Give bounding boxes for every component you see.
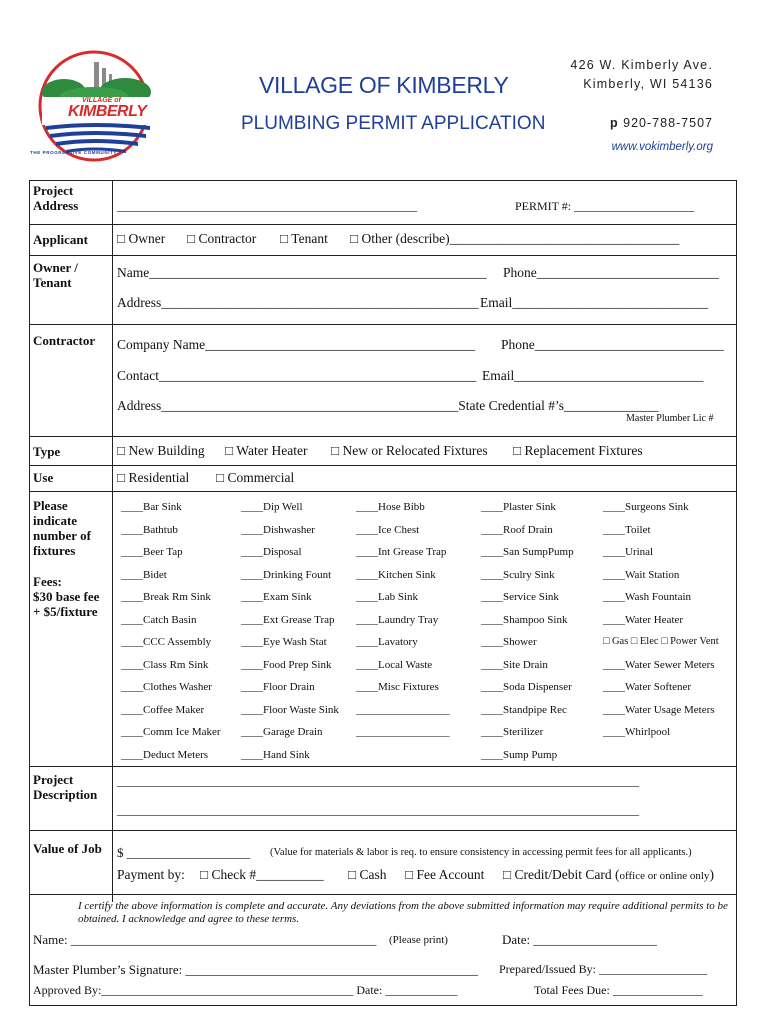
fixture-count-field[interactable]: ____Coffee Maker — [121, 703, 205, 716]
fixture-count-field[interactable]: ____Standpipe Rec — [481, 703, 567, 716]
contractor-phone-field[interactable]: Phone____________________________ — [501, 337, 724, 352]
fixture-count-field[interactable]: ____Site Drain — [481, 658, 548, 671]
fixture-count-field[interactable]: ____Beer Tap — [121, 546, 183, 558]
total-fees-field[interactable]: Total Fees Due: _______________ — [534, 983, 703, 997]
fixture-count-field[interactable]: ____Wash Fountain — [603, 591, 692, 603]
fixture-count-field[interactable]: ____Clothes Washer — [121, 681, 212, 693]
fixture-count-field[interactable]: ____San SumpPump — [481, 546, 574, 558]
approved-by-field[interactable]: Approved By:__________________________________________ Date: ____________ — [33, 983, 458, 997]
fixture-count-field[interactable]: ____Exam Sink — [241, 591, 312, 603]
prepared-issued-field[interactable]: Prepared/Issued By: __________________ — [499, 962, 707, 976]
fixture-count-field[interactable]: ____Service Sink — [481, 591, 559, 603]
applicant-tenant-checkbox[interactable]: □ Tenant — [280, 231, 328, 246]
divider — [29, 766, 737, 767]
fixture-count-field[interactable]: ____Floor Waste Sink — [241, 703, 339, 716]
fixture-count-field[interactable]: ____Sterilizer — [481, 726, 544, 738]
fixture-count-field[interactable]: ____Roof Drain — [481, 523, 553, 536]
website-link[interactable]: www.vokimberly.org — [611, 141, 713, 153]
fixture-count-field[interactable]: ____Water Sewer Meters — [603, 658, 715, 671]
payment-cash-checkbox[interactable]: □ Cash — [348, 867, 387, 882]
fixture-count-field[interactable]: ____Garage Drain — [241, 726, 323, 738]
address-line-2: Kimberly, WI 54136 — [583, 77, 713, 91]
divider — [29, 894, 737, 895]
label-owner-tenant: Owner / Tenant — [33, 260, 78, 290]
fixture-count-field[interactable]: ____Urinal — [603, 546, 654, 558]
master-plumber-lic-label: Master Plumber Lic # — [626, 413, 714, 424]
use-residential-checkbox[interactable]: □ Residential — [117, 470, 190, 485]
type-new-building-checkbox[interactable]: □ New Building — [117, 443, 205, 458]
fixture-count-field[interactable]: ____Surgeons Sink — [603, 501, 689, 513]
use-commercial-checkbox[interactable]: □ Commercial — [216, 470, 295, 485]
fixture-count-field[interactable]: ____CCC Assembly — [121, 636, 212, 648]
fixture-count-field[interactable]: ____Dishwasher — [241, 523, 315, 536]
page-title: VILLAGE OF KIMBERLY — [259, 72, 509, 98]
type-new-relocated-checkbox[interactable]: □ New or Relocated Fixtures — [331, 443, 488, 458]
fixture-count-field[interactable]: ____Shower — [481, 636, 537, 648]
phone-number: 920-788-7507 — [623, 116, 713, 130]
logo-arc-text: THE PROGRESSIVE COMMUNITY — [30, 150, 118, 155]
page-subtitle: PLUMBING PERMIT APPLICATION — [241, 113, 546, 134]
fixture-count-field[interactable]: ____Drinking Fount — [241, 568, 332, 581]
project-description-line-2[interactable]: _______________________________________________________________________________________ — [117, 803, 639, 817]
payment-by-label: Payment by: — [117, 867, 185, 882]
fixture-count-field[interactable]: ____Water Softener — [603, 681, 691, 693]
type-water-heater-checkbox[interactable]: □ Water Heater — [225, 443, 308, 458]
job-value-field[interactable]: $ ___________________ — [117, 845, 251, 860]
fixture-count-field[interactable]: ____Ext Grease Trap — [241, 613, 335, 626]
logo-village-text: VILLAGE of — [82, 97, 121, 104]
payment-check-checkbox[interactable]: □ Check #__________ — [200, 867, 324, 882]
divider — [29, 465, 737, 466]
type-replacement-checkbox[interactable]: □ Replacement Fixtures — [513, 443, 643, 458]
payment-fee-account-checkbox[interactable]: □ Fee Account — [405, 867, 485, 882]
fixture-count-field[interactable]: ____Sculry Sink — [481, 568, 555, 581]
applicant-owner-checkbox[interactable]: □ Owner — [117, 231, 166, 246]
fixture-count-field[interactable]: ____Shampoo Sink — [481, 613, 568, 626]
label-use: Use — [33, 470, 54, 485]
fixture-count-field[interactable]: _________________ — [356, 703, 450, 716]
label-contractor: Contractor — [33, 333, 96, 348]
signature-field[interactable]: Master Plumber’s Signature: _____________________________________________ — [33, 962, 478, 977]
certification-text: I certify the above information is complete and accurate. Any deviations from the above submitted information may require additional permits to be obtained. I acknowledge and agree to these terms. — [78, 900, 728, 925]
fixture-count-field[interactable]: ____Deduct Meters — [121, 748, 209, 761]
fixture-count-field[interactable]: □ Gas □ Elec □ Power Vent — [603, 636, 719, 647]
fixture-count-field[interactable]: ____Break Rm Sink — [121, 591, 211, 603]
fixture-count-field[interactable]: ____Comm Ice Maker — [121, 726, 221, 738]
fixture-count-field[interactable]: ____Toilet — [603, 523, 651, 536]
fixture-count-field[interactable]: ____Bidet — [121, 568, 167, 581]
name-field[interactable]: Name: _______________________________________________ — [33, 932, 377, 947]
please-print-label: (Please print) — [389, 934, 448, 946]
fixture-count-field[interactable]: ____Eye Wash Stat — [241, 636, 327, 648]
fixture-count-field[interactable]: ____Water Usage Meters — [603, 703, 715, 716]
fixture-count-field[interactable]: ____Food Prep Sink — [241, 658, 332, 671]
contact-field[interactable]: Contact_______________________________________________ — [117, 368, 477, 383]
label-applicant: Applicant — [33, 232, 88, 247]
contractor-email-field[interactable]: Email____________________________ — [482, 368, 704, 383]
divider — [29, 224, 737, 225]
project-description-line-1[interactable]: _______________________________________________________________________________________ — [117, 774, 639, 788]
owner-phone-field[interactable]: Phone___________________________ — [503, 265, 719, 280]
fixture-count-field[interactable]: ____Lab Sink — [356, 591, 419, 603]
payment-card-checkbox[interactable] — [503, 867, 714, 883]
fixture-count-field[interactable]: ____Ice Chest — [356, 523, 420, 536]
fixture-count-field[interactable]: ____Dip Well — [241, 501, 303, 513]
label-please-indicate: Please indicate number of fixtures — [33, 498, 91, 558]
fixture-count-field[interactable]: ____Misc Fixtures — [356, 681, 439, 693]
fixture-count-field[interactable]: ____Class Rm Sink — [121, 658, 209, 671]
label-value-of-job: Value of Job — [33, 841, 102, 856]
fixture-count-field[interactable]: ____Sump Pump — [481, 748, 558, 761]
payment-card-label: □ Credit/Debit Card ( — [503, 867, 620, 882]
divider — [29, 436, 737, 437]
owner-email-field[interactable]: Email_____________________________ — [480, 295, 708, 310]
divider — [29, 324, 737, 325]
fixture-count-field[interactable]: ____Bathtub — [121, 523, 178, 536]
phone-prefix: p — [610, 116, 619, 130]
fixture-count-field[interactable]: ____Floor Drain — [241, 681, 315, 693]
address-line-1: 426 W. Kimberly Ave. — [570, 58, 713, 72]
fixture-count-field[interactable]: ____Local Waste — [356, 658, 433, 671]
label-type: Type — [33, 444, 61, 459]
permit-number-field[interactable]: PERMIT #: ____________________ — [515, 199, 695, 213]
divider — [29, 830, 737, 831]
fixture-count-field[interactable]: ____Bar Sink — [121, 501, 182, 513]
fixture-count-field[interactable]: ____Water Heater — [603, 613, 684, 626]
owner-address-field[interactable]: Address_______________________________________________ — [117, 295, 479, 310]
payment-card-note: office or online only — [619, 870, 710, 882]
fixture-count-field[interactable]: ____Hose Bibb — [356, 501, 425, 513]
owner-name-field[interactable]: Name__________________________________________________ — [117, 265, 487, 280]
company-name-field[interactable]: Company Name________________________________________ — [117, 337, 476, 352]
divider — [29, 491, 737, 492]
fixture-count-field[interactable]: ____Whirlpool — [603, 726, 671, 738]
fixture-count-field[interactable]: ____Laundry Tray — [356, 613, 439, 626]
job-value-note: (Value for materials & labor is req. to ensure consistency in accessing permit fees for all applicants.) — [270, 847, 692, 858]
applicant-other-checkbox[interactable]: □ Other (describe)__________________________________ — [350, 231, 680, 246]
fixture-count-field[interactable]: ____Soda Dispenser — [481, 681, 572, 693]
payment-card-close: ) — [709, 867, 714, 882]
date-field[interactable]: Date: ___________________ — [502, 932, 657, 947]
fixture-count-field[interactable]: ____Lavatory — [356, 636, 418, 648]
fixture-count-field[interactable]: ____Int Grease Trap — [356, 546, 447, 558]
fixture-count-field[interactable]: ____Kitchen Sink — [356, 568, 436, 581]
project-address-field[interactable]: __________________________________________________ — [117, 199, 417, 213]
applicant-contractor-checkbox[interactable]: □ Contractor — [187, 231, 257, 246]
label-fees: Fees: $30 base fee + $5/fixture — [33, 574, 100, 619]
divider — [29, 255, 737, 256]
label-project-description: Project Description — [33, 772, 98, 802]
logo-name-text: KIMBERLY — [68, 103, 147, 120]
contractor-address-field[interactable]: Address____________________________________________State Credential #’s______________ — [117, 398, 659, 413]
label-project-address: Project Address — [33, 183, 79, 213]
phone — [610, 116, 713, 130]
fixture-count-field[interactable]: ____Wait Station — [603, 568, 680, 581]
fixture-count-field[interactable]: ____Hand Sink — [241, 748, 310, 761]
fixture-count-field[interactable]: _________________ — [356, 726, 450, 738]
fixture-count-field[interactable]: ____Catch Basin — [121, 613, 197, 626]
fixture-count-field[interactable]: ____Disposal — [241, 546, 302, 558]
fixture-count-field[interactable]: ____Plaster Sink — [481, 501, 556, 513]
label-column-divider — [112, 180, 113, 902]
